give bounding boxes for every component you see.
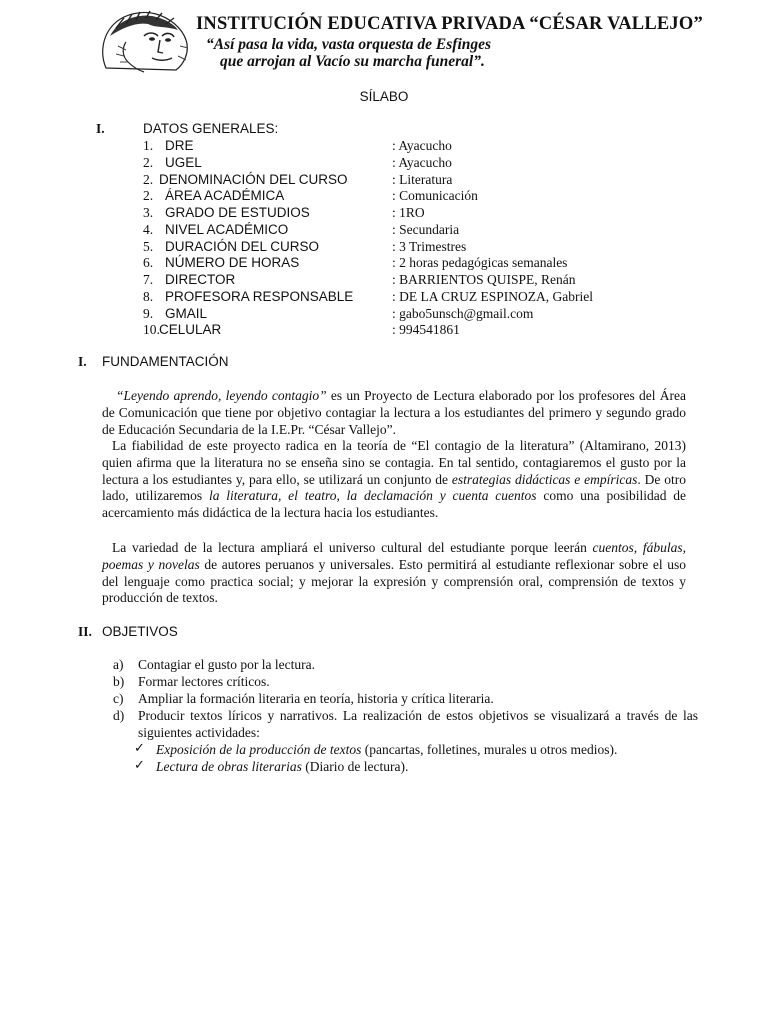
datos-item-label: NIVEL ACADÉMICO <box>165 222 289 237</box>
objetivo-text: Ampliar la formación literaria en teoría, historia y crítica literaria. <box>138 691 494 706</box>
datos-item-label: GMAIL <box>165 306 208 321</box>
datos-item-label: NÚMERO DE HORAS <box>165 255 300 270</box>
document-title: SÍLABO <box>359 89 409 104</box>
datos-item-number: 2. <box>143 155 154 170</box>
datos-item-label: DRE <box>165 138 194 153</box>
objetivo-text: Contagiar el gusto por la lectura. <box>138 657 315 672</box>
datos-generales-heading: DATOS GENERALES: <box>143 121 279 136</box>
activity-detail: (Diario de lectura). <box>301 759 409 774</box>
datos-item-label: GRADO DE ESTUDIOS <box>165 205 310 220</box>
datos-item-number: 6. <box>143 255 154 270</box>
objetivos-heading: OBJETIVOS <box>102 624 178 639</box>
datos-item-number: 10. <box>143 322 160 337</box>
datos-item-value: : Secundaria <box>392 222 460 237</box>
datos-item-value: : 2 horas pedagógicas semanales <box>392 255 568 270</box>
fundamentacion-paragraph-1 <box>102 388 686 438</box>
checkmark-icon: ✓ <box>134 758 145 773</box>
section-fundamentacion-roman: I. <box>78 354 87 369</box>
datos-item-value: : 994541861 <box>392 322 460 337</box>
paragraph-3-italic: cuentos, fábulas, poemas y novelas <box>102 540 687 572</box>
datos-item-value: : gabo5unsch@gmail.com <box>392 306 534 321</box>
datos-item-value: : Ayacucho <box>392 138 452 153</box>
fundamentacion-paragraph-3 <box>102 540 686 607</box>
paragraph-3-text-b: de autores peruanos y universales. Esto permitirá al estudiante reflexionar sobre el uso del lenguaje como practica social; y mejorar la expresión y comprensión oral, comprensión de textos y producción de textos. <box>102 556 686 606</box>
datos-item-number: 8. <box>143 289 154 304</box>
objetivo-letter: c) <box>113 691 124 706</box>
paragraph-2-italic-1: estrategias didácticas e empíricas <box>451 471 638 487</box>
objetivo-letter: d) <box>113 708 125 723</box>
paragraph-2-text-c: como una posibilidad de acercamiento más didáctica de la lectura hacia los estudiantes. <box>102 488 686 521</box>
datos-item-number: 1. <box>143 138 154 153</box>
datos-item-number: 5. <box>143 239 154 254</box>
objetivo-letter: b) <box>113 674 125 689</box>
activity-title: Lectura de obras literarias <box>156 759 302 774</box>
objetivo-item <box>113 691 698 708</box>
datos-item-value: : Comunicación <box>392 188 478 203</box>
checkmark-icon: ✓ <box>134 741 145 756</box>
paragraph-2-text-b: . De otro lado, utilizaremos <box>102 471 686 504</box>
datos-item-label: CELULAR <box>159 322 222 337</box>
datos-item-label: ÁREA ACADÉMICA <box>165 188 285 203</box>
motto-line-2: que arrojan al Vacío su marcha funeral”. <box>220 53 485 70</box>
section-objetivos-roman: II. <box>78 624 92 639</box>
activity-title: Exposición de la producción de textos <box>156 742 362 757</box>
datos-item-label: DURACIÓN DEL CURSO <box>165 239 320 254</box>
activity-detail: (pancartas, folletines, murales u otros medios). <box>361 742 618 757</box>
datos-item-number: 2. <box>143 188 154 203</box>
objetivo-letter: a) <box>113 657 124 672</box>
datos-item-value: : Ayacucho <box>392 155 452 170</box>
datos-item-number: 9. <box>143 306 154 321</box>
datos-item-number: 3. <box>143 205 154 220</box>
datos-item-label: UGEL <box>165 155 202 170</box>
paragraph-2-text-a: La fiabilidad de este proyecto radica en la teoría de “El contagio de la literatura” (Altamirano, 2013) quien afirma que la literatura no se enseña sino se contagia. En tal sentido, contagiaremos el gusto por la lectura a los estudiantes y, para ello, se utilizará un conjunto de <box>102 438 686 487</box>
section-1-roman: I. <box>96 121 105 136</box>
paragraph-2-italic-2: la literatura, el teatro, la declamación y cuenta cuentos <box>208 488 537 504</box>
datos-item-label: DENOMINACIÓN DEL CURSO <box>159 172 348 187</box>
objetivo-item <box>113 674 698 691</box>
paragraph-3-text-a: La variedad de la lectura ampliará el universo cultural del estudiante porque leerán <box>112 540 593 555</box>
datos-item-number: 4. <box>143 222 154 237</box>
fundamentacion-heading: FUNDAMENTACIÓN <box>102 354 229 369</box>
institution-name: INSTITUCIÓN EDUCATIVA PRIVADA “CÉSAR VALLEJO” <box>196 14 703 34</box>
document-header <box>96 6 703 76</box>
datos-item-number: 7. <box>143 272 154 287</box>
datos-item-value: : Literatura <box>392 172 453 187</box>
datos-item-value: : BARRIENTOS QUISPE, Renán <box>392 272 576 287</box>
fundamentacion-paragraph-2 <box>102 438 686 522</box>
datos-item-value: : 1RO <box>392 205 425 220</box>
datos-item-label: PROFESORA RESPONSABLE <box>165 289 354 304</box>
motto-line-1: “Así pasa la vida, vasta orquesta de Esfinges <box>206 36 492 53</box>
project-title: “Leyendo aprendo, leyendo contagio” <box>116 388 327 403</box>
objetivo-text: Formar lectores críticos. <box>138 674 270 689</box>
datos-item-number: 2. <box>143 172 154 187</box>
objetivo-item <box>113 657 698 674</box>
datos-item-value: : 3 Trimestres <box>392 239 467 254</box>
objetivo-item <box>113 708 698 742</box>
paragraph-1-text: es un Proyecto de Lectura elaborado por los profesores del Área de Comunicación que tiene por objetivo contagiar la lectura a los estudiantes del primero y segundo grado de Educación Secundaria de la I.E.Pr. “César Vallejo”. <box>102 388 686 437</box>
datos-item-value: : DE LA CRUZ ESPINOZA, Gabriel <box>392 289 593 304</box>
datos-item-label: DIRECTOR <box>165 272 236 287</box>
cesar-vallejo-portrait-logo <box>96 6 198 76</box>
objetivo-text: Producir textos líricos y narrativos. La realización de estos objetivos se visualizará a través de las siguientes actividades: <box>138 708 698 740</box>
